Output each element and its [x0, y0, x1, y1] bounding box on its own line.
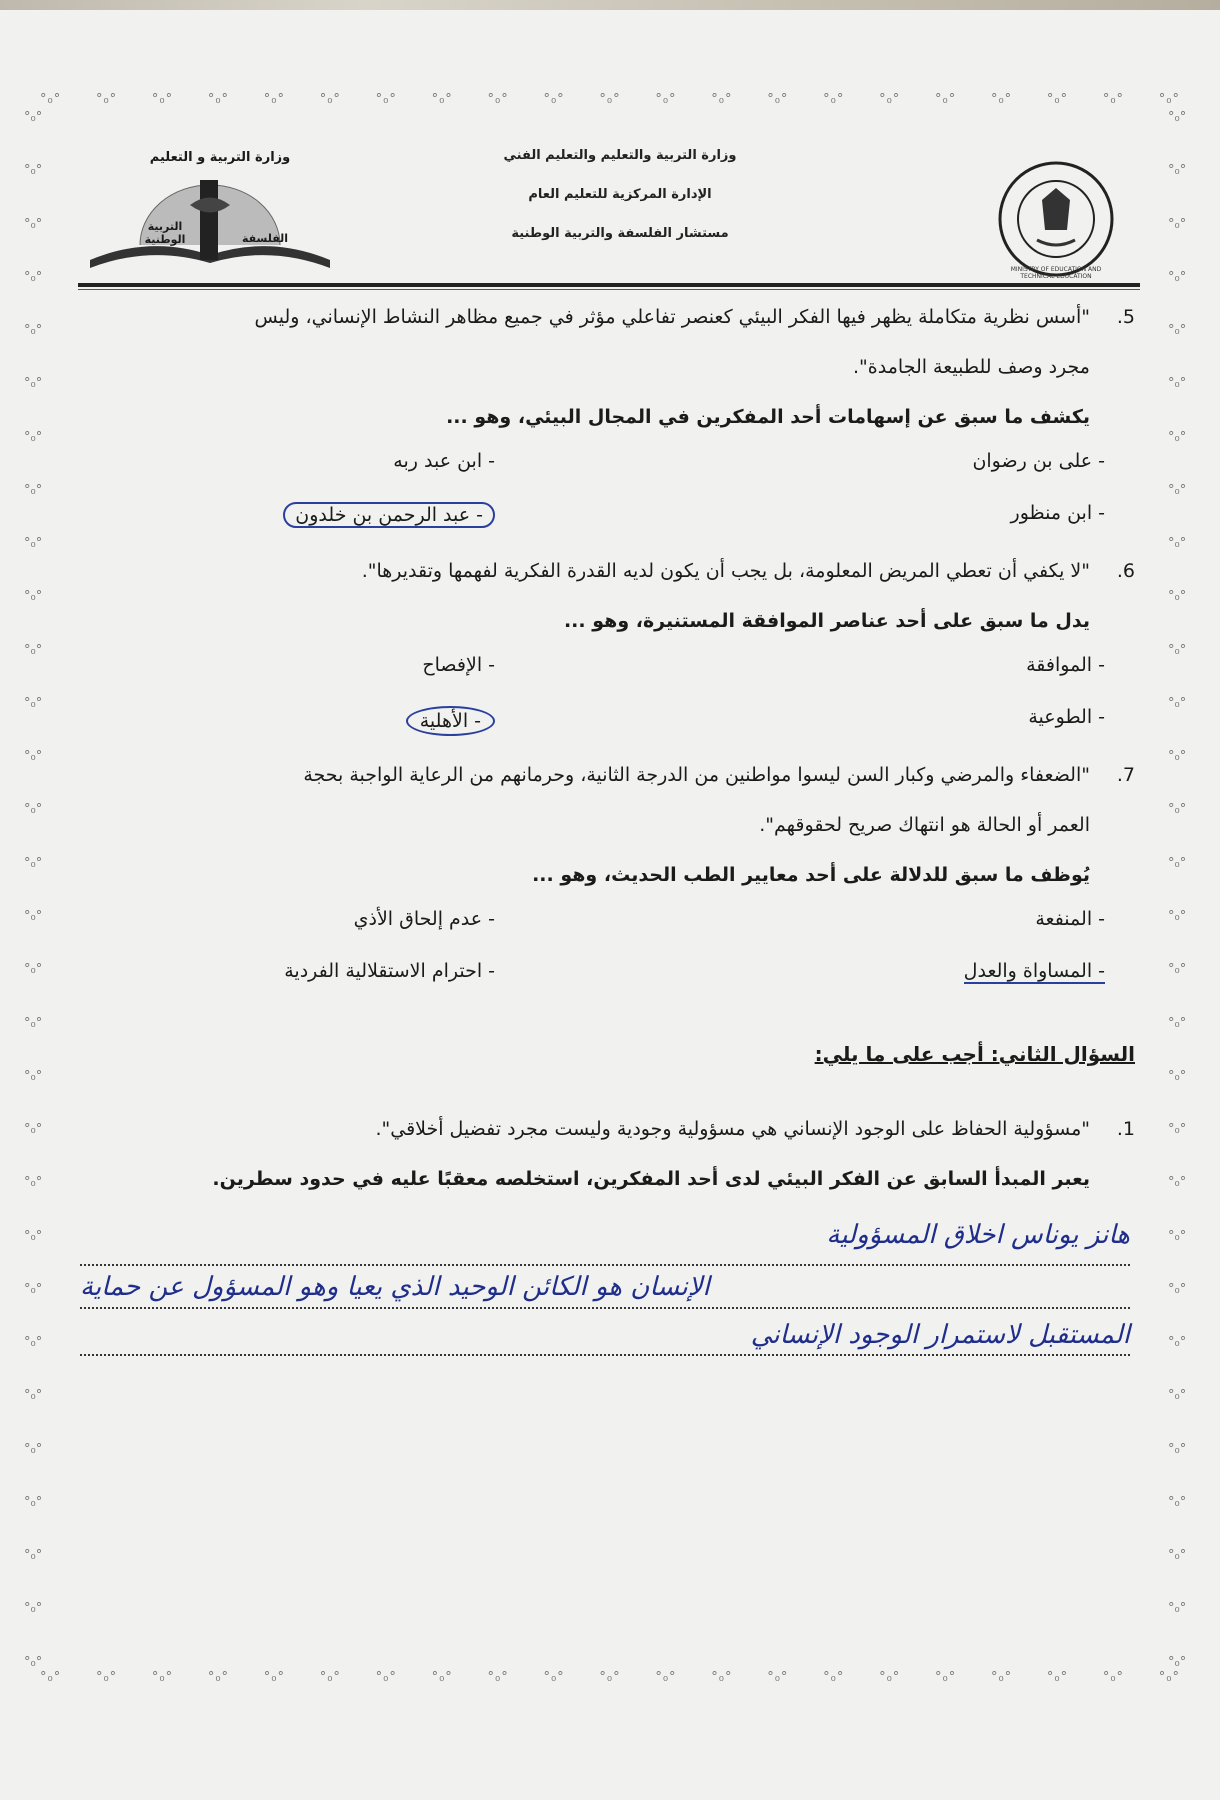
q7-prompt: يُوظف ما سبق للدلالة على أحد معايير الطب الحديث، وهو ... — [532, 864, 1090, 886]
q6-option-1[interactable]: - الموافقة — [1026, 654, 1105, 676]
left-logo-sub2: الفلسفة — [241, 232, 289, 245]
q6-option-3[interactable]: - الطوعية — [1028, 706, 1105, 728]
border-right: °₀° °₀° °₀° °₀° °₀° °₀° °₀° °₀° °₀° °₀° °₀° °₀° °₀° °₀° °₀° °₀° °₀° °₀° °₀° °₀° °₀° °₀° °₀° °₀° °₀° °₀° °₀° °₀° °₀° °₀° — [1168, 110, 1187, 1670]
q6-option-2[interactable]: - الإفصاح — [422, 654, 495, 676]
q5-text1: "أسس نظرية متكاملة يظهر فيها الفكر البيئي كعنصر تفاعلي مؤثر في جميع مظاهر النشاط الإنساني، وليس — [254, 306, 1090, 328]
header-rule — [78, 283, 1140, 287]
header-line3: مستشار الفلسفة والتربية الوطنية — [511, 226, 729, 241]
q7-options-row2 — [85, 952, 1135, 1004]
q6-number: 6. — [1116, 560, 1135, 582]
section2-question-1 — [85, 1104, 1135, 1204]
question-5 — [85, 292, 1135, 442]
q5-text2: مجرد وصف للطبيعة الجامدة". — [853, 356, 1090, 378]
q5-prompt: يكشف ما سبق عن إسهامات أحد المفكرين في المجال البيئي، وهو ... — [446, 406, 1090, 428]
handwritten-answer-2[interactable]: الإنسان هو الكائن الوحيد الذي يعيا وهو المسؤول عن حماية — [80, 1272, 710, 1302]
q7-option-4[interactable]: - احترام الاستقلالية الفردية — [284, 960, 495, 982]
header-line2: الإدارة المركزية للتعليم العام — [528, 187, 712, 202]
q7-text1: "الضعفاء والمرضي وكبار السن ليسوا مواطنين من الدرجة الثانية، وحرمانهم من الرعاية الواجبة بحجة — [303, 764, 1090, 786]
s2q1-text: "مسؤولية الحفاظ على الوجود الإنساني هي مسؤولية وجودية وليست مجرد تفضيل أخلاقي". — [375, 1118, 1090, 1140]
s2q1-prompt: يعبر المبدأ السابق عن الفكر البيئي لدى أحد المفكرين، استخلصه معقبًا عليه في حدود سطرين. — [212, 1168, 1090, 1190]
philosophy-logo — [80, 150, 340, 280]
question-7 — [85, 750, 1135, 900]
seal-text: MINISTRY OF EDUCATION AND TECHNICAL EDUCATION — [1010, 266, 1102, 280]
section-2-title: السؤال الثاني: أجب على ما يلي: — [814, 1042, 1135, 1066]
q6-option-4-selected[interactable]: - الأهلية — [406, 706, 495, 736]
s2q1-number: 1. — [1116, 1118, 1135, 1140]
q5-options-row1 — [85, 442, 1135, 494]
header-titles — [470, 148, 770, 265]
q7-number: 7. — [1116, 764, 1135, 786]
q5-option-2[interactable]: - ابن عبد ربه — [393, 450, 495, 472]
exam-header — [80, 140, 1140, 280]
q5-number: 5. — [1116, 306, 1135, 328]
q5-option-3[interactable]: - ابن منظور — [1010, 502, 1105, 524]
ministry-seal — [997, 160, 1115, 278]
q7-text2: العمر أو الحالة هو انتهاك صريح لحقوقهم". — [759, 814, 1090, 836]
q6-options-row2 — [85, 698, 1135, 750]
header-line1: وزارة التربية والتعليم والتعليم الفني — [503, 148, 737, 163]
q7-option-1[interactable]: - المنفعة — [1035, 908, 1105, 930]
q5-option-1[interactable]: - على بن رضوان — [972, 450, 1105, 472]
handwritten-answer-3[interactable]: المستقبل لاستمرار الوجود الإنساني — [750, 1320, 1130, 1350]
border-left: °₀° °₀° °₀° °₀° °₀° °₀° °₀° °₀° °₀° °₀° °₀° °₀° °₀° °₀° °₀° °₀° °₀° °₀° °₀° °₀° °₀° °₀° °₀° °₀° °₀° °₀° °₀° °₀° °₀° °₀° — [24, 110, 43, 1670]
handwritten-answer-1[interactable]: هانز يوناس اخلاق المسؤولية — [826, 1220, 1130, 1250]
q7-option-2[interactable]: - عدم إلحاق الأذي — [353, 908, 495, 930]
border-bottom: °₀° °₀° °₀° °₀° °₀° °₀° °₀° °₀° °₀° °₀° °₀° °₀° °₀° °₀° °₀° °₀° °₀° °₀° °₀° °₀° °₀° — [40, 1670, 1180, 1685]
q6-text1: "لا يكفي أن تعطي المريض المعلومة، بل يجب أن يكون لديه القدرة الفكرية لفهمها وتقديرها". — [361, 560, 1090, 582]
q5-options-row2 — [85, 494, 1135, 546]
q7-options-row1 — [85, 900, 1135, 952]
answer-line-2 — [80, 1305, 1130, 1309]
header-rule-thin — [78, 289, 1140, 290]
q6-prompt: يدل ما سبق على أحد عناصر الموافقة المستنيرة، وهو ... — [563, 610, 1090, 632]
left-logo-title: وزارة التربية و التعليم — [149, 150, 291, 165]
scan-top-edge — [0, 0, 1220, 10]
q5-option-4-selected[interactable]: - عبد الرحمن بن خلدون — [283, 502, 495, 528]
answer-line-3 — [80, 1352, 1130, 1356]
q6-options-row1 — [85, 646, 1135, 698]
border-top: °₀° °₀° °₀° °₀° °₀° °₀° °₀° °₀° °₀° °₀° °₀° °₀° °₀° °₀° °₀° °₀° °₀° °₀° °₀° °₀° °₀° — [40, 92, 1180, 107]
answer-line-1 — [80, 1262, 1130, 1266]
exam-content — [85, 292, 1135, 1204]
q7-option-3-selected[interactable]: - المساواة والعدل — [963, 960, 1105, 982]
question-6 — [85, 546, 1135, 646]
left-logo-sub1: التربية الوطنية — [144, 220, 186, 246]
